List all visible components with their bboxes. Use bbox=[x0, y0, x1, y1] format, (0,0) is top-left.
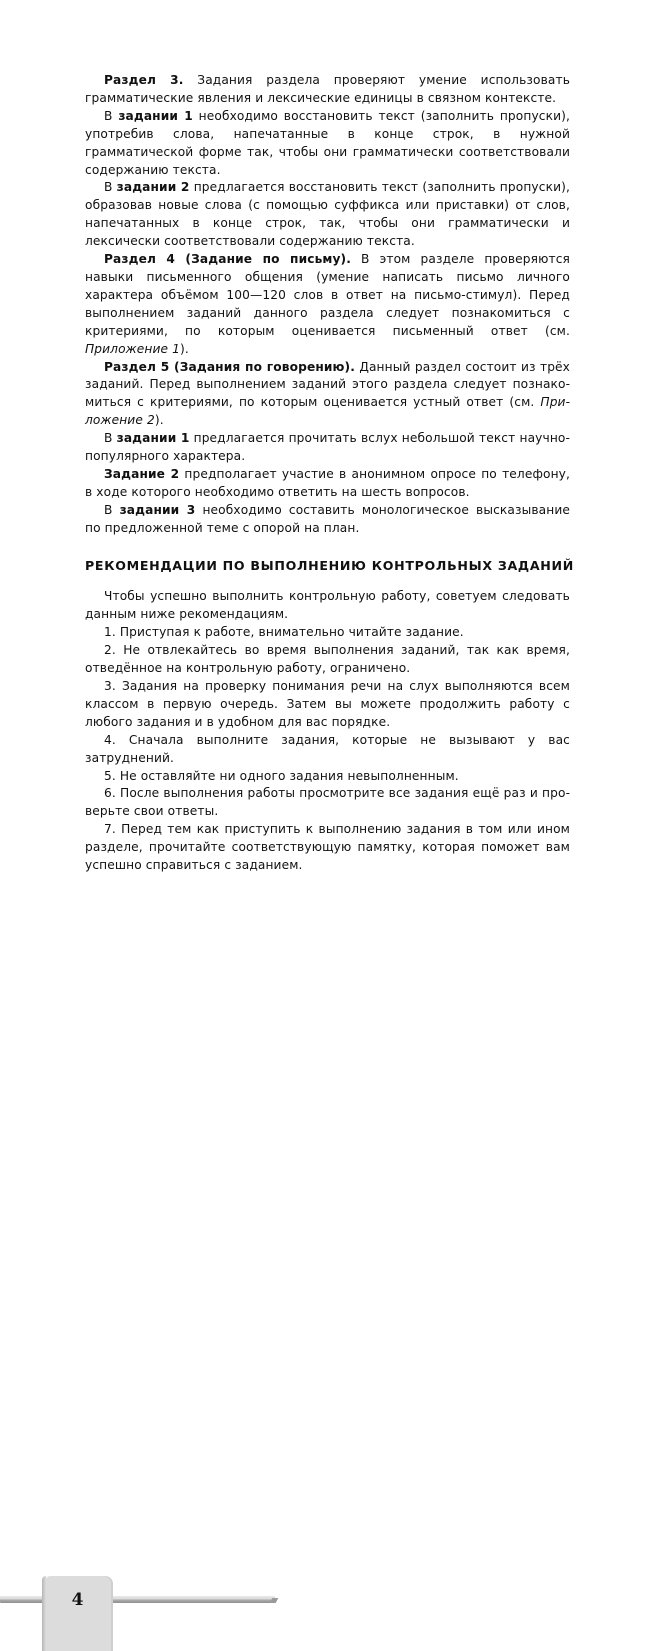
section-heading-recommendations: РЕКОМЕНДАЦИИ ПО ВЫПОЛНЕНИЮ КОНТРОЛЬНЫХ ЗАДАНИЙ bbox=[85, 557, 574, 573]
paragraph-text: предполагает участие в анонимном опросе по телефону, в ходе которого необходимо ответить на шесть вопросов. bbox=[85, 466, 570, 499]
paragraph-zadanie-5-1 bbox=[85, 430, 570, 466]
recommendation-item-3: 3. Задания на проверку понимания речи на слух выполняются всем классом в первую очередь. Затем вы можете продолжить работу с любого задания и в удобном для вас порядке. bbox=[85, 679, 570, 729]
paragraph-lead-bold: задании 1 bbox=[116, 431, 190, 446]
footer-rule-end-cap bbox=[270, 1598, 279, 1603]
page-number-tab-shadow bbox=[42, 1576, 46, 1651]
paragraph-lead-bold: Раздел 4 (Задание по письму). bbox=[104, 252, 351, 267]
paragraph-zadanie-3-1 bbox=[85, 108, 570, 180]
paragraph-text: необходимо составить монологическое высказывание по предложенной теме с опорой на план. bbox=[85, 502, 570, 535]
paragraph-text: Задания раздела проверяют умение использовать грамматические явления и лексические единицы в связном контексте. bbox=[85, 73, 570, 105]
page-footer bbox=[0, 786, 650, 1610]
recommendation-item-1: 1. Приступая к работе, внимательно читайте задание. bbox=[104, 625, 464, 640]
page-content bbox=[85, 72, 574, 875]
paragraph-prefix: В bbox=[104, 180, 117, 195]
paragraph-zadanie-5-2 bbox=[85, 466, 570, 502]
recommendation-item-2: 2. Не отвлекайтесь во время выполнения заданий, так как время, отведённое на контрольную работу, ограничено. bbox=[85, 643, 570, 676]
heading-spacer-bottom bbox=[85, 574, 570, 588]
recommendation-item-7: 7. Перед тем как приступить к выполнению задания в том или ином разделе, прочитайте соответствующую памятку, которая поможет вам успешно справиться с заданием. bbox=[85, 822, 570, 873]
heading-spacer-top bbox=[85, 538, 570, 557]
recommendation-item-6: 6. После выполнения работы просмотрите все задания ещё раз и проверьте свои ответы. bbox=[85, 786, 570, 819]
paragraph-prefix: В bbox=[104, 431, 117, 446]
paragraph-text: В этом разделе проверяются навыки письменного общения (умение написать письмо личного характера объёмом 100—120 слов в ответ на письмо-стимул). Перед выполнением заданий данного раздела следует познакомиться с критериями, по которым оценивается письменный ответ (см. bbox=[85, 252, 570, 338]
paragraph-lead-bold: задании 3 bbox=[119, 502, 196, 517]
paragraph-razdel-4 bbox=[85, 251, 570, 358]
paragraph-tail: ). bbox=[180, 341, 189, 356]
paragraph-lead-bold: задании 2 bbox=[116, 180, 190, 195]
recommendation-item-5: 5. Не оставляйте ни одного задания невыполненным. bbox=[104, 768, 459, 783]
paragraph-italic-reference: Приложение 2 bbox=[85, 395, 570, 428]
page-number: 4 bbox=[71, 1590, 84, 1610]
paragraph-text: Данный раздел состоит из трёх заданий. Перед выполнением заданий этого раздела следует познакомиться с критериями, по которым оценивается устный ответ (см. bbox=[85, 359, 571, 410]
recommendation-item-4: 4. Сначала выполните задания, которые не вызывают у вас затруднений. bbox=[85, 732, 570, 765]
paragraph-lead-bold: Раздел 3. bbox=[104, 73, 184, 87]
paragraph-razdel-5 bbox=[85, 359, 570, 431]
paragraph-recommendations-intro: Чтобы успешно выполнить контрольную работу, советуем следовать данным ниже рекомендациям. bbox=[85, 589, 570, 622]
paragraph-text: необходимо восстановить текст (заполнить пропуски), употребив слова, напечатанные в конце строк, в нужной грамматической форме так, чтобы они грамматически соответствовали содержанию текста. bbox=[85, 108, 571, 177]
paragraph-italic-reference: Приложение 1 bbox=[85, 341, 181, 356]
paragraph-lead-bold: Раздел 5 (Задания по говорению). bbox=[104, 359, 355, 374]
paragraph-zadanie-3-2 bbox=[85, 179, 570, 251]
paragraph-text: предлагается восстановить текст (заполнить пропуски), образовав новые слова (с помощью суффикса или приставки) от слов, напечатанных в конце строк, так, чтобы они грамматически и лексически соответствовали содержанию текста. bbox=[85, 180, 570, 249]
paragraph-lead-bold: задании 1 bbox=[118, 108, 193, 123]
paragraph-lead-bold: Задание 2 bbox=[104, 466, 180, 481]
paragraph-tail: ). bbox=[154, 413, 164, 428]
page-number-tab bbox=[42, 1576, 113, 1651]
paragraph-razdel-3 bbox=[85, 72, 570, 108]
paragraph-prefix: В bbox=[104, 502, 120, 517]
paragraph-zadanie-5-3 bbox=[85, 502, 570, 538]
paragraph-text: предлагается прочитать вслух небольшой текст научно-популярного характера. bbox=[85, 431, 571, 464]
paragraph-prefix: В bbox=[104, 108, 119, 123]
